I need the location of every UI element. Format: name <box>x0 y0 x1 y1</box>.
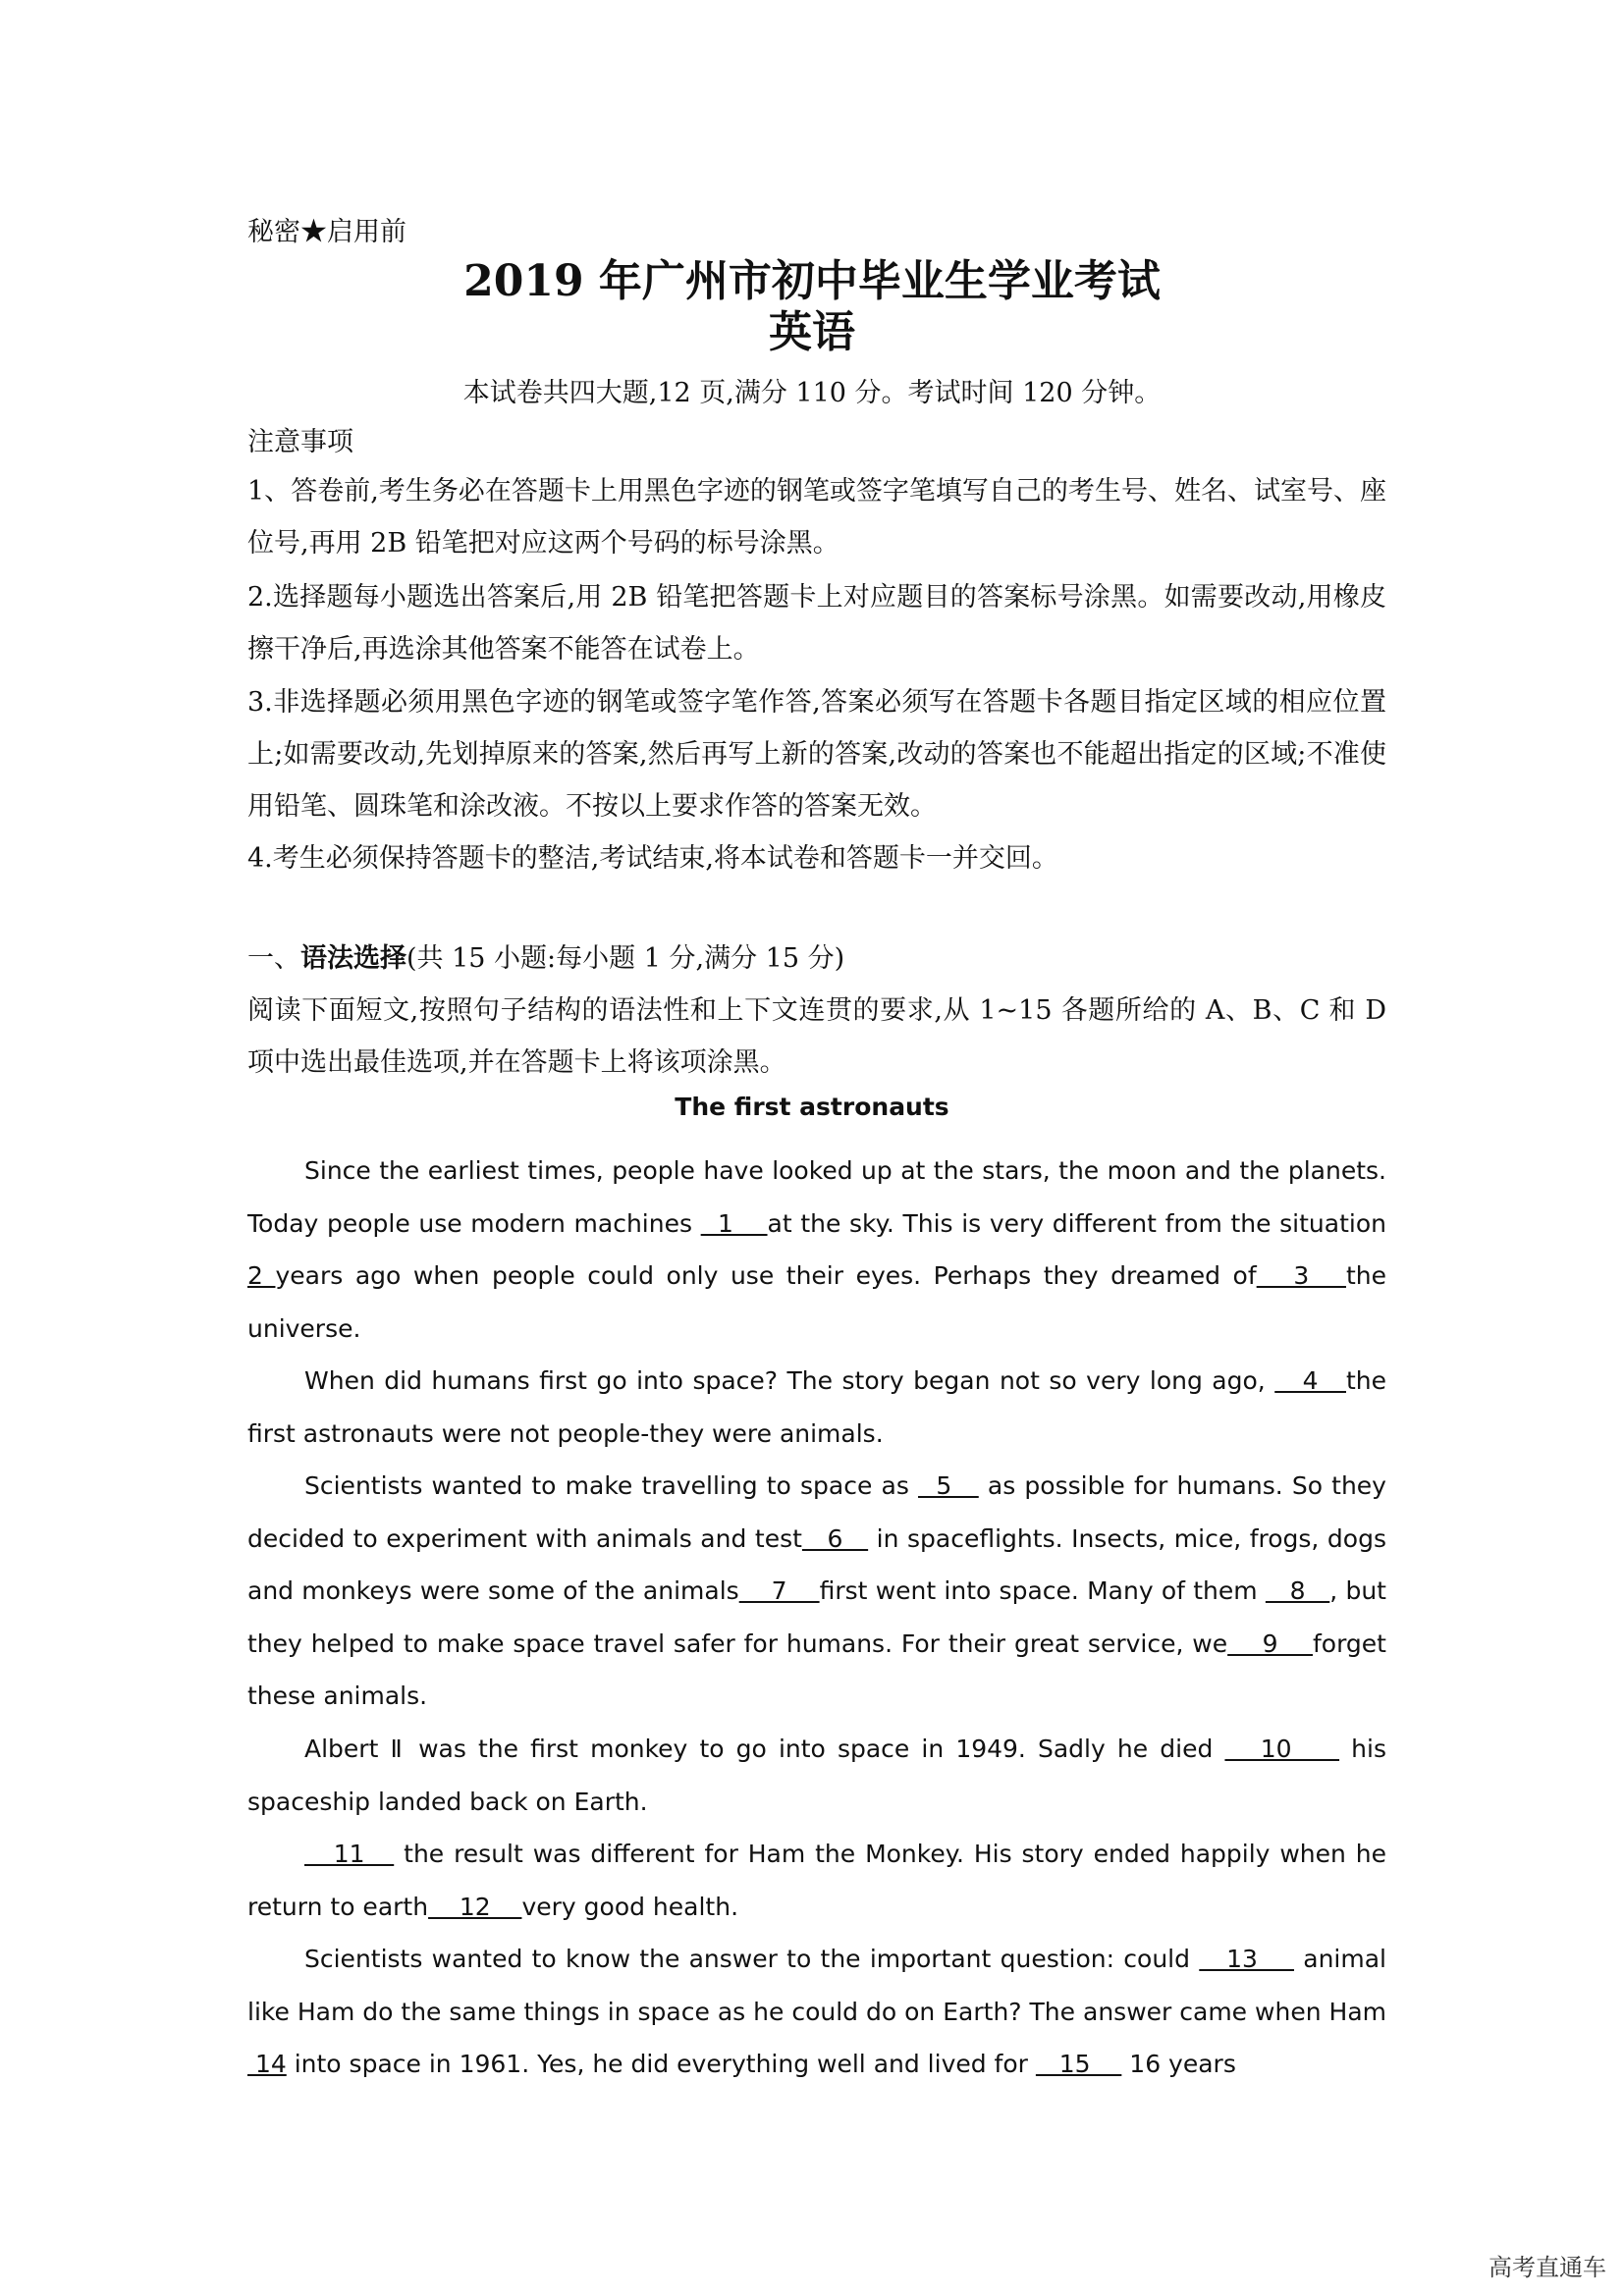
text: Albert Ⅱ was the first monkey to go into space in 1949. Sadly he died <box>304 1735 1225 1763</box>
passage-title: The first astronauts <box>675 1093 949 1121</box>
text: first went into space. Many of them <box>819 1576 1266 1605</box>
blank-8: 8 <box>1265 1576 1330 1605</box>
text: very good health. <box>521 1892 739 1921</box>
notice-item: 2.选择题每小题选出答案后,用 2B 铅笔把答题卡上对应题目的答案标号涂黑。如需要改动,用橡皮擦干净后,再选涂其他答案不能答在试卷上。 <box>247 582 1386 665</box>
confidential-label: 秘密★启用前 <box>247 217 406 247</box>
blank-15: 15 <box>1035 2050 1122 2078</box>
text: Scientists wanted to make travelling to space as <box>304 1471 919 1500</box>
text: the result was different for Ham the Monkey. His story ended happily when he return to earth <box>247 1840 1386 1921</box>
passage-paragraph <box>247 1828 1386 1933</box>
notice-heading: 注意事项 <box>247 427 353 457</box>
text: Scientists wanted to know the answer to the important question: could <box>304 1945 1200 1973</box>
text: at the sky. This is very different from the situation <box>767 1208 1386 1238</box>
text: Since the earliest times, people have looked up at the stars, the moon and the planets. Today people use modern machines <box>247 1156 1386 1238</box>
section-score: (共 15 小题:每小题 1 分,满分 15 分) <box>406 943 845 974</box>
text: animal like Ham do the same things in space as he could do on Earth? The answer came when Ham <box>247 1945 1386 2026</box>
text: When did humans first go into space? The story began not so very long ago, <box>304 1366 1275 1395</box>
blank-10: 10 <box>1224 1735 1340 1763</box>
blank-12: 12 <box>428 1892 522 1921</box>
blank-1: 1 <box>700 1208 768 1238</box>
text: years ago when people could only use their eyes. Perhaps they dreamed of <box>275 1261 1257 1290</box>
blank-3: 3 <box>1256 1261 1346 1290</box>
blank-11: 11 <box>304 1840 395 1868</box>
blank-4: 4 <box>1274 1366 1346 1395</box>
exam-info: 本试卷共四大题,12 页,满分 110 分。考试时间 120 分钟。 <box>462 378 1162 408</box>
text: 16 years <box>1121 2050 1236 2078</box>
section-instructions: 阅读下面短文,按照句子结构的语法性和上下文连贯的要求,从 1~15 各题所给的 A、B、C 和 D 项中选出最佳选项,并在答题卡上将该项涂黑。 <box>247 995 1386 1078</box>
text: as possible for humans. So they decided to experiment with animals and test <box>247 1471 1386 1553</box>
passage-paragraph <box>247 1723 1386 1828</box>
blank-14: 14 <box>247 2050 287 2078</box>
passage-paragraph <box>247 1933 1386 2091</box>
text: into space in 1961. Yes, he did everything well and lived for <box>286 2050 1036 2078</box>
blank-6: 6 <box>801 1523 869 1553</box>
exam-title: 2019 年广州市初中毕业生学业考试 <box>463 256 1161 306</box>
blank-7: 7 <box>738 1576 820 1605</box>
notice-item: 4.考生必须保持答题卡的整洁,考试结束,将本试卷和答题卡一并交回。 <box>247 843 1058 874</box>
section-heading <box>247 933 1386 985</box>
subject-title: 英语 <box>769 307 855 357</box>
notice-item: 3.非选择题必须用黑色字迹的钢笔或签字笔作答,答案必须写在答题卡各题目指定区域的相应位置上;如需要改动,先划掉原来的答案,然后再写上新的答案,改动的答案也不能超出指定的区域;不准使用铅笔、圆珠笔和涂改液。不按以上要求作答的答案无效。 <box>247 687 1386 822</box>
watermark: 高考直通车 <box>1489 2254 1606 2281</box>
text: forget these animals. <box>247 1629 1386 1710</box>
passage-paragraph <box>247 1355 1386 1460</box>
passage-paragraph <box>247 1145 1386 1355</box>
passage-paragraph <box>247 1460 1386 1723</box>
blank-5: 5 <box>918 1471 979 1500</box>
text: the universe. <box>247 1261 1386 1343</box>
blank-13: 13 <box>1199 1945 1294 1973</box>
blank-9: 9 <box>1227 1629 1313 1658</box>
blank-2: 2 <box>247 1261 276 1290</box>
text: his spaceship landed back on Earth. <box>247 1735 1386 1816</box>
section-number: 一、 <box>247 943 300 974</box>
section-name: 语法选择 <box>300 943 406 974</box>
text: in spaceflights. Insects, mice, frogs, dogs and monkeys were some of the animals <box>247 1523 1386 1605</box>
notice-item: 1、答卷前,考生务必在答题卡上用黑色字迹的钢笔或签字笔填写自己的考生号、姓名、试室号、座位号,再用 2B 铅笔把对应这两个号码的标号涂黑。 <box>247 476 1386 559</box>
text: the first astronauts were not people-they were animals. <box>247 1366 1387 1448</box>
text: , but they helped to make space travel safer for humans. For their great service, we <box>247 1576 1386 1658</box>
